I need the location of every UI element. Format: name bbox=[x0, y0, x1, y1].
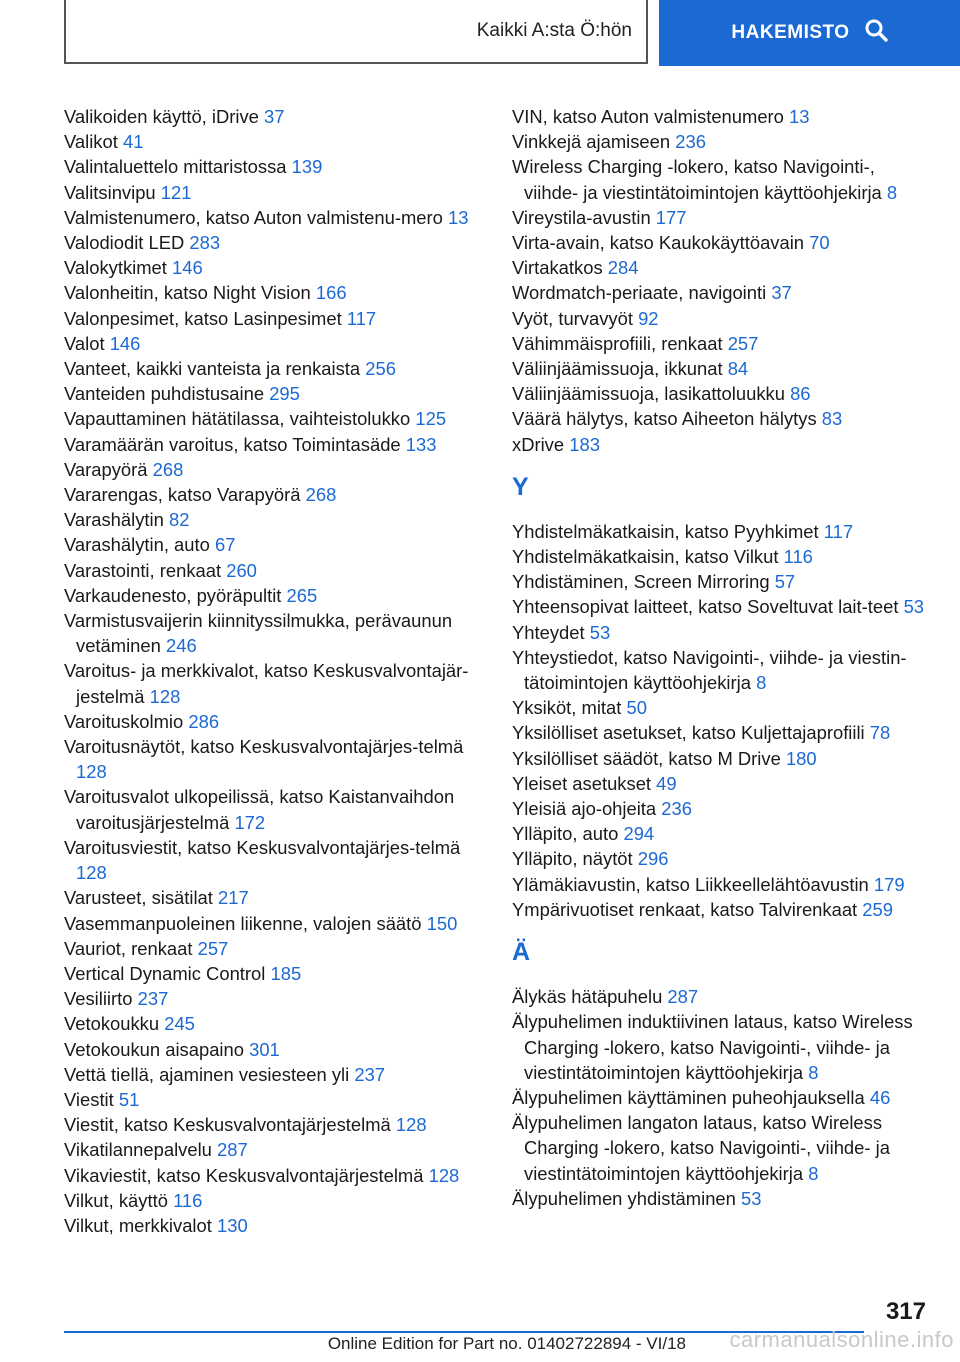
section-letter-ae: Ä bbox=[512, 938, 531, 967]
index-entry-text: Vinkkejä ajamiseen bbox=[512, 131, 671, 153]
index-entry bbox=[512, 620, 932, 645]
page-header bbox=[0, 0, 960, 66]
index-entry-text: Vetokoukun aisapaino bbox=[64, 1038, 244, 1060]
index-entry-text: Varoitusnäytöt, katso Keskusvalvontajärjes-telmä bbox=[64, 736, 464, 758]
index-entry-page-link[interactable]: 237 bbox=[354, 1063, 386, 1085]
index-entry bbox=[64, 583, 494, 608]
index-entry-page-link[interactable]: 121 bbox=[160, 181, 192, 203]
index-entry-page-link[interactable]: 268 bbox=[305, 484, 337, 506]
index-entry-page-link[interactable]: 268 bbox=[152, 458, 184, 480]
index-entry bbox=[64, 129, 494, 154]
index-entry-page-link[interactable]: 125 bbox=[415, 408, 447, 430]
index-entry-text: Wireless Charging -lokero, katso Navigointi-, viihde- ja viestintätoimintojen käyttöohjekirja bbox=[512, 156, 882, 203]
index-entry-page-link[interactable]: 128 bbox=[76, 761, 107, 783]
edition-text: Online Edition for Part no. 01402722894 - VI/18 bbox=[327, 1334, 686, 1353]
watermark: carmanualsonline.info bbox=[729, 1327, 954, 1352]
index-entry-text: Vauriot, renkaat bbox=[64, 937, 193, 959]
index-entry bbox=[512, 771, 932, 796]
index-entry-text: Yhteystiedot, katso Navigointi-, viihde- ja viestin-tätoimintojen käyttöohjekirja bbox=[512, 646, 907, 694]
index-entry-text: VIN, katso Auton valmistenumero bbox=[512, 106, 784, 127]
index-entry-text: Viestit, katso Keskusvalvontajärjestelmä bbox=[64, 1114, 391, 1136]
index-entry bbox=[64, 230, 494, 255]
index-entry bbox=[64, 280, 494, 305]
index-entry bbox=[64, 784, 494, 834]
index-entry-text: Vireystila-avustin bbox=[512, 206, 651, 228]
tab-all-a-to-o-label: Kaikki A:sta Ö:hön bbox=[476, 20, 632, 41]
index-entry bbox=[512, 746, 932, 771]
index-entry bbox=[512, 645, 932, 695]
index-entry bbox=[64, 1112, 494, 1137]
index-entry-text: Valodiodit LED bbox=[64, 232, 185, 254]
index-entry bbox=[512, 569, 932, 594]
index-entry-page-link[interactable]: 116 bbox=[173, 1189, 203, 1211]
index-entry-page-link[interactable]: 13 bbox=[789, 106, 810, 127]
index-entry-text: Yleiset asetukset bbox=[512, 772, 652, 794]
index-entry bbox=[64, 1087, 494, 1112]
index-entry-text: Vilkut, merkkivalot bbox=[64, 1214, 212, 1236]
index-entry-text: Älypuhelimen yhdistäminen bbox=[512, 1187, 736, 1209]
index-entry-text: Väliinjäämissuoja, lasikattoluukku bbox=[512, 383, 785, 405]
index-entry-text: Vanteet, kaikki vanteista ja renkaista bbox=[64, 358, 361, 380]
index-entry-page-link[interactable]: 117 bbox=[823, 520, 854, 542]
index-entry-text: Älypuhelimen induktiivinen lataus, katso Wireless Charging -lokero, katso Navigointi-, viihde- ja viestintätoimintojen käyttöohjekirja bbox=[512, 1011, 913, 1083]
index-entry bbox=[64, 205, 494, 230]
index-entry-page-link[interactable]: 53 bbox=[589, 621, 611, 643]
index-entry-page-link[interactable]: 179 bbox=[873, 873, 905, 895]
index-entry-text: Virta-avain, katso Kaukokäyttöavain bbox=[512, 232, 805, 254]
index-entry bbox=[512, 897, 932, 922]
index-entry bbox=[64, 734, 494, 784]
index-entry bbox=[512, 1186, 932, 1211]
index-entry-text: Älypuhelimen langaton lataus, katso Wireless Charging -lokero, katso Navigointi-, viihde- ja viestintätoimintojen käyttöohjekirja bbox=[512, 1112, 890, 1184]
index-entry bbox=[512, 432, 932, 457]
index-column-right bbox=[512, 104, 932, 1211]
index-entry-page-link[interactable]: 86 bbox=[790, 383, 811, 405]
index-entry-text: Yksiköt, mitat bbox=[512, 697, 622, 719]
index-entry-page-link[interactable]: 49 bbox=[656, 772, 677, 794]
index-entry-page-link[interactable]: 256 bbox=[365, 358, 396, 380]
index-entry bbox=[64, 255, 494, 280]
index-entry-text: Vapauttaminen hätätilassa, vaihteistolukko bbox=[64, 408, 411, 430]
index-entry-page-link[interactable]: 295 bbox=[269, 383, 300, 405]
index-entry-page-link[interactable]: 286 bbox=[188, 710, 220, 732]
index-entry bbox=[64, 432, 494, 457]
index-entry-page-link[interactable]: 257 bbox=[197, 937, 229, 959]
index-entry bbox=[64, 356, 494, 381]
index-entry-page-link[interactable]: 259 bbox=[862, 898, 893, 920]
index-entry-text: Valintaluettelo mittaristossa bbox=[64, 156, 287, 178]
index-entry-text: Varmistusvaijerin kiinnityssilmukka, perävaunun vetäminen bbox=[64, 610, 453, 657]
index-entry-page-link[interactable]: 246 bbox=[165, 635, 197, 657]
index-entry-text: Vähimmäisprofiili, renkaat bbox=[512, 332, 723, 354]
index-entry bbox=[64, 1137, 494, 1162]
index-entry bbox=[512, 594, 932, 619]
tab-all-a-to-o[interactable] bbox=[64, 0, 648, 64]
index-entry-text: Vilkut, käyttö bbox=[64, 1189, 168, 1211]
index-entry-text: Ylläpito, auto bbox=[512, 823, 619, 845]
index-entry-text: Virtakatkos bbox=[512, 257, 603, 279]
index-entry bbox=[64, 482, 494, 507]
index-entry bbox=[64, 936, 494, 961]
index-entry bbox=[512, 129, 932, 154]
index-entry-text: Yhdistelmäkatkaisin, katso Vilkut bbox=[512, 546, 779, 568]
index-entry bbox=[64, 558, 494, 583]
index-entry bbox=[64, 381, 494, 406]
index-entry-text: Vettä tiellä, ajaminen vesiesteen yli bbox=[64, 1063, 350, 1085]
index-entry-page-link[interactable]: 166 bbox=[315, 282, 347, 304]
index-entry bbox=[64, 986, 494, 1011]
index-entry-text: Varoitusviestit, katso Keskusvalvontajärjes-telmä bbox=[64, 836, 461, 858]
index-entry bbox=[512, 356, 932, 381]
index-entry bbox=[512, 255, 932, 280]
index-entry-page-link[interactable]: 78 bbox=[869, 722, 891, 744]
index-entry-page-link[interactable]: 50 bbox=[626, 697, 647, 719]
index-entry bbox=[64, 306, 494, 331]
index-entry-page-link[interactable]: 128 bbox=[149, 685, 181, 707]
index-entry bbox=[512, 821, 932, 846]
index-entry-page-link[interactable]: 128 bbox=[428, 1164, 460, 1186]
index-entry-page-link[interactable]: 257 bbox=[727, 332, 759, 354]
index-entry-page-link[interactable]: 53 bbox=[741, 1187, 762, 1209]
index-entry-text: Älypuhelimen käyttäminen puheohjauksella bbox=[512, 1086, 865, 1108]
index-entry-page-link[interactable]: 57 bbox=[774, 571, 796, 593]
index-entry-page-link[interactable]: 245 bbox=[164, 1013, 195, 1035]
index-entry-page-link[interactable]: 130 bbox=[216, 1214, 248, 1236]
index-entry-page-link[interactable]: 217 bbox=[218, 887, 249, 909]
index-entry bbox=[64, 1188, 494, 1213]
index-entry bbox=[512, 205, 932, 230]
index-entry bbox=[64, 406, 494, 431]
index-entry-text: Valikoiden käyttö, iDrive bbox=[64, 106, 259, 127]
index-entry-text: Valokytkimet bbox=[64, 257, 167, 279]
index-entry bbox=[512, 381, 932, 406]
index-entry-text: Yksilölliset asetukset, katso Kuljettajaprofiili bbox=[512, 722, 865, 744]
index-entry bbox=[512, 280, 932, 305]
index-entry-page-link[interactable]: 139 bbox=[291, 156, 323, 178]
index-entry bbox=[512, 544, 932, 569]
index-entry-text: Vetokoukku bbox=[64, 1013, 160, 1035]
index-entry-text: Yhteensopivat laitteet, katso Soveltuvat lait-teet bbox=[512, 596, 899, 618]
index-entry bbox=[64, 961, 494, 986]
tab-index[interactable] bbox=[659, 0, 960, 66]
index-entry-text: Viestit bbox=[64, 1088, 114, 1110]
index-entry bbox=[512, 796, 932, 821]
tab-index-label: HAKEMISTO bbox=[731, 22, 850, 43]
index-entry-text: Varapyörä bbox=[64, 458, 148, 480]
index-entry-page-link[interactable]: 260 bbox=[226, 559, 257, 581]
index-entry bbox=[64, 457, 494, 482]
index-entry-text: Vertical Dynamic Control bbox=[64, 962, 266, 984]
index-entry-text: Varkaudenesto, pyöräpultit bbox=[64, 584, 282, 606]
index-entry bbox=[512, 695, 932, 720]
index-entry-text: Vararengas, katso Varapyörä bbox=[64, 484, 301, 506]
index-entry-page-link[interactable]: 294 bbox=[623, 823, 655, 845]
index-entry bbox=[64, 104, 494, 129]
index-entry-page-link[interactable]: 92 bbox=[638, 307, 659, 329]
index-entry-page-link[interactable]: 283 bbox=[189, 232, 221, 254]
index-entry-page-link[interactable]: 146 bbox=[172, 257, 203, 279]
index-entry-text: Yksilölliset säädöt, katso M Drive bbox=[512, 747, 781, 769]
index-entry bbox=[512, 519, 932, 544]
index-entry bbox=[64, 1213, 494, 1238]
index-entry-text: Vesiliirto bbox=[64, 988, 133, 1010]
index-entry-page-link[interactable]: 116 bbox=[783, 546, 813, 568]
index-entry-text: Varoituskolmio bbox=[64, 710, 184, 732]
index-entry-page-link[interactable]: 183 bbox=[569, 433, 600, 455]
index-entry bbox=[64, 180, 494, 205]
index-entry-text: Varoitusvalot ulkopeilissä, katso Kaistanvaihdon varoitusjärjestelmä bbox=[64, 786, 455, 833]
index-entry bbox=[512, 154, 932, 204]
index-entry-text: Varusteet, sisätilat bbox=[64, 887, 213, 909]
index-entry bbox=[512, 306, 932, 331]
index-entry-text: Varashälytin, auto bbox=[64, 534, 210, 556]
index-entry bbox=[512, 1009, 932, 1085]
index-entry-text: Valonheitin, katso Night Vision bbox=[64, 282, 311, 304]
index-entry-page-link[interactable]: 284 bbox=[607, 257, 639, 279]
index-entry-text: Väliinjäämissuoja, ikkunat bbox=[512, 358, 723, 380]
index-entry bbox=[64, 1011, 494, 1036]
index-entry bbox=[512, 104, 932, 129]
index-entry bbox=[64, 507, 494, 532]
index-entry bbox=[512, 720, 932, 745]
index-entry-page-link[interactable]: 296 bbox=[637, 848, 669, 870]
index-entry-page-link[interactable]: 8 bbox=[756, 672, 767, 694]
index-entry-text: Vanteiden puhdistusaine bbox=[64, 383, 265, 405]
index-entry-text: Wordmatch-periaate, navigointi bbox=[512, 282, 767, 304]
index-entry bbox=[64, 608, 494, 658]
index-entry-page-link[interactable]: 287 bbox=[217, 1139, 248, 1161]
index-entry-text: Valikot bbox=[64, 131, 118, 153]
index-entry-page-link[interactable]: 84 bbox=[727, 358, 749, 380]
index-entry-text: Valot bbox=[64, 332, 105, 354]
index-entry-page-link[interactable]: 46 bbox=[869, 1086, 891, 1108]
index-entry bbox=[512, 872, 932, 897]
index-entry-text: Vasemmanpuoleinen liikenne, valojen säätö bbox=[64, 912, 422, 934]
index-entry-page-link[interactable]: 13 bbox=[448, 206, 469, 228]
index-entry-text: Varastointi, renkaat bbox=[64, 559, 222, 581]
index-entry-page-link[interactable]: 133 bbox=[405, 433, 437, 455]
index-entry-text: Yhteydet bbox=[512, 621, 585, 643]
index-entry bbox=[64, 658, 494, 708]
index-entry-page-link[interactable]: 82 bbox=[168, 509, 190, 531]
index-entry bbox=[512, 1085, 932, 1110]
index-entry-page-link[interactable]: 128 bbox=[395, 1114, 427, 1136]
index-entry-page-link[interactable]: 51 bbox=[118, 1088, 140, 1110]
index-entry-page-link[interactable]: 146 bbox=[109, 332, 141, 354]
index-entry bbox=[512, 1110, 932, 1186]
index-entry bbox=[64, 835, 494, 885]
index-entry-text: Valonpesimet, katso Lasinpesimet bbox=[64, 307, 342, 329]
index-entry-page-link[interactable]: 185 bbox=[270, 962, 302, 984]
index-entry-page-link[interactable]: 150 bbox=[426, 912, 458, 934]
index-entry-text: Vikatilannepalvelu bbox=[64, 1139, 212, 1161]
index-entry bbox=[64, 1062, 494, 1087]
index-entry-text: Yhdistelmäkatkaisin, katso Pyyhkimet bbox=[512, 520, 819, 542]
index-entry bbox=[512, 406, 932, 431]
index-entry-page-link[interactable]: 172 bbox=[234, 811, 266, 833]
index-entry-page-link[interactable]: 236 bbox=[675, 131, 706, 153]
index-entry bbox=[64, 1163, 494, 1188]
index-entry-page-link[interactable]: 237 bbox=[137, 988, 169, 1010]
index-entry bbox=[64, 154, 494, 179]
index-entry-page-link[interactable]: 117 bbox=[346, 307, 377, 329]
index-entry-page-link[interactable]: 8 bbox=[808, 1162, 819, 1184]
index-entry-page-link[interactable]: 8 bbox=[808, 1061, 819, 1083]
index-entry-text: Varoitus- ja merkkivalot, katso Keskusvalvontajär-jestelmä bbox=[64, 660, 469, 707]
index-entry bbox=[64, 911, 494, 936]
index-entry-text: Ylämäkiavustin, katso Liikkeellelähtöavustin bbox=[512, 873, 869, 895]
index-entry-page-link[interactable]: 177 bbox=[655, 206, 687, 228]
index-entry-text: Valmistenumero, katso Auton valmistenu-mero bbox=[64, 206, 443, 228]
index-entry bbox=[64, 885, 494, 910]
index-entry bbox=[64, 1037, 494, 1062]
index-entry-page-link[interactable]: 37 bbox=[264, 106, 285, 127]
index-entry-page-link[interactable]: 67 bbox=[214, 534, 236, 556]
index-entry bbox=[64, 532, 494, 557]
index-entry-page-link[interactable]: 128 bbox=[76, 862, 107, 884]
index-entry bbox=[64, 709, 494, 734]
index-entry-text: Ympärivuotiset renkaat, katso Talvirenkaat bbox=[512, 898, 858, 920]
section-letter-y: Y bbox=[512, 472, 529, 501]
index-entry-text: Ylläpito, näytöt bbox=[512, 848, 633, 870]
index-column-left bbox=[64, 104, 494, 1238]
index-entry-text: Yhdistäminen, Screen Mirroring bbox=[512, 571, 770, 593]
index-entry bbox=[512, 846, 932, 871]
index-entry-text: Vyöt, turvavyöt bbox=[512, 307, 633, 329]
index-entry bbox=[512, 230, 932, 255]
index-entry-page-link[interactable]: 180 bbox=[785, 747, 817, 769]
index-entry-text: Vikaviestit, katso Keskusvalvontajärjestelmä bbox=[64, 1164, 424, 1186]
index-entry bbox=[64, 331, 494, 356]
index-entry-page-link[interactable]: 37 bbox=[771, 282, 792, 304]
index-entry-text: Valitsinvipu bbox=[64, 181, 156, 203]
index-entry-page-link[interactable]: 287 bbox=[667, 986, 699, 1008]
index-entry-page-link[interactable]: 265 bbox=[286, 584, 318, 606]
index-entry-text: Älykäs hätäpuhelu bbox=[512, 986, 663, 1008]
index-entry-text: Varashälytin bbox=[64, 509, 164, 531]
index-entry-text: Väärä hälytys, katso Aiheeton hälytys bbox=[512, 408, 817, 430]
index-entry-text: Yleisiä ajo-ohjeita bbox=[512, 798, 657, 820]
index-entry-page-link[interactable]: 41 bbox=[122, 131, 144, 153]
index-entry-page-link[interactable]: 53 bbox=[903, 596, 925, 618]
index-entry-text: Varamäärän varoitus, katso Toimintasäde bbox=[64, 433, 401, 455]
index-entry-page-link[interactable]: 8 bbox=[886, 181, 898, 203]
index-entry bbox=[512, 984, 932, 1009]
index-entry-page-link[interactable]: 301 bbox=[249, 1038, 280, 1060]
search-icon[interactable] bbox=[864, 18, 888, 48]
index-entry-text: xDrive bbox=[512, 433, 565, 455]
page-number: 317 bbox=[885, 1298, 926, 1325]
index-entry-page-link[interactable]: 236 bbox=[661, 798, 692, 820]
index-entry bbox=[512, 331, 932, 356]
index-entry-page-link[interactable]: 70 bbox=[809, 232, 830, 254]
index-entry-page-link[interactable]: 83 bbox=[821, 408, 843, 430]
